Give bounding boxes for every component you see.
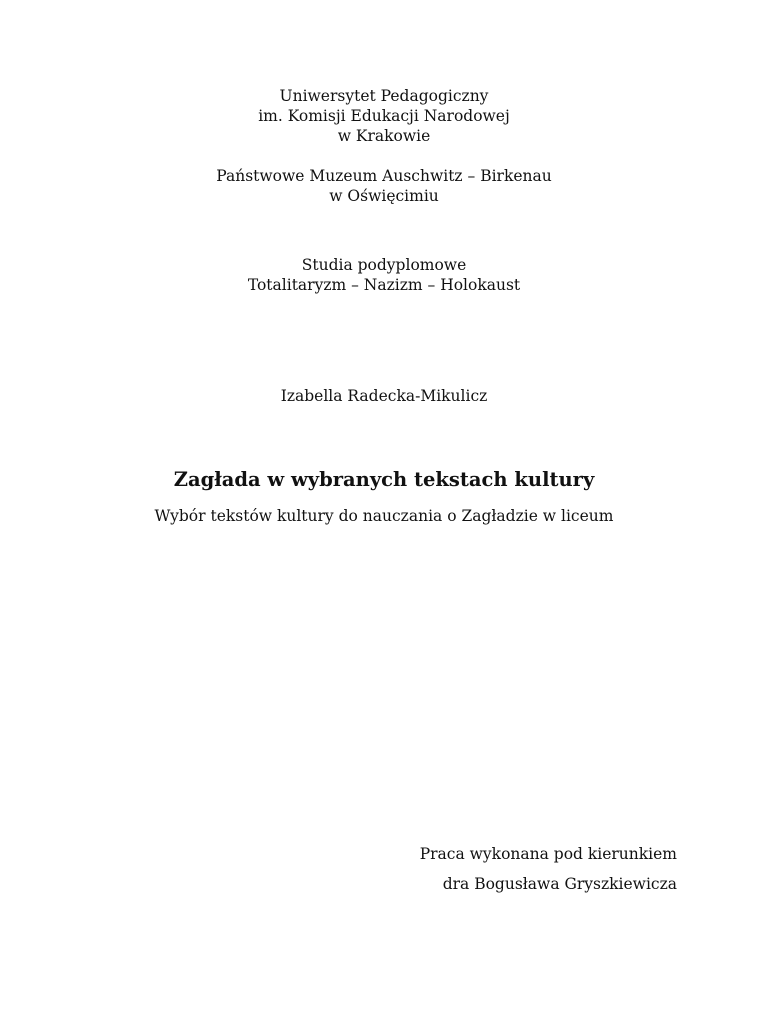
university-patron: im. Komisji Edukacji Narodowej — [258, 107, 510, 125]
supervision-label: Praca wykonana pod kierunkiem — [419, 845, 677, 863]
university-name: Uniwersytet Pedagogiczny — [279, 87, 489, 105]
studies-type: Studia podyplomowe — [301, 256, 467, 274]
museum-city: w Oświęcimiu — [329, 187, 439, 205]
thesis-title-section — [0, 467, 768, 493]
supervision-section — [420, 839, 677, 899]
author-section — [0, 386, 768, 406]
studies-field: Totalitaryzm – Nazizm – Holokaust — [247, 276, 521, 294]
museum-name: Państwowe Muzeum Auschwitz – Birkenau — [216, 167, 552, 185]
studies-info — [0, 255, 768, 295]
thesis-subtitle-section — [0, 506, 768, 526]
supervisor-name: dra Bogusława Gryszkiewicza — [442, 875, 677, 893]
university-header — [0, 86, 768, 146]
author-name: Izabella Radecka-Mikulicz — [280, 387, 488, 405]
thesis-subtitle: Wybór tekstów kultury do nauczania o Zagładzie w liceum — [154, 507, 614, 525]
thesis-title: Zagłada w wybranych tekstach kultury — [173, 468, 595, 491]
university-city: w Krakowie — [337, 127, 431, 145]
museum-header — [0, 166, 768, 206]
